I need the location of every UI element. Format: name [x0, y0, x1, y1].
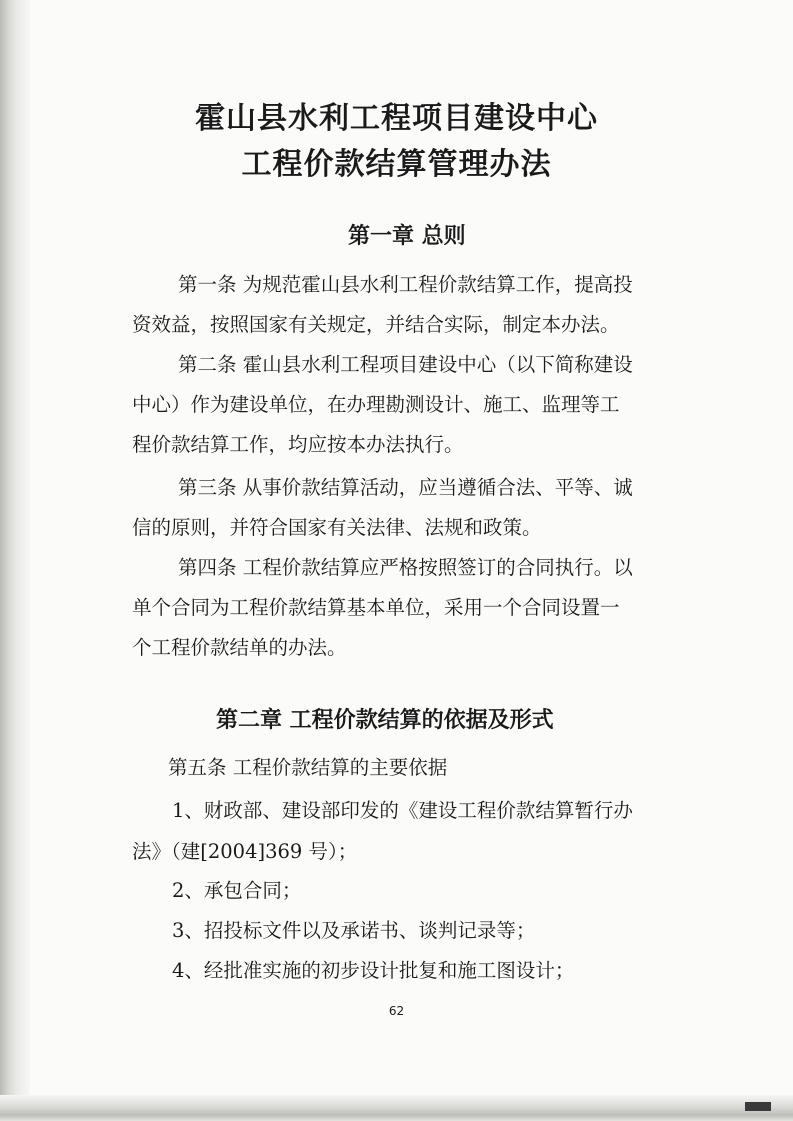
chapter-2-heading: 第二章 工程价款结算的依据及形式: [216, 708, 554, 733]
scan-corner-mark: [745, 1102, 771, 1111]
document-title-line-2: 工程价款结算管理办法: [241, 147, 552, 182]
article-1-line-2: 资效益，按照国家有关规定，并结合实际，制定本办法。: [132, 313, 620, 336]
article-1-line-1: 第一条 为规范霍山县水利工程价款结算工作，提高投: [178, 273, 633, 296]
page-number: 62: [388, 1004, 405, 1018]
document-title-line-1: 霍山县水利工程项目建设中心: [195, 101, 598, 136]
basis-item-2: 2、承包合同；: [172, 879, 302, 902]
chapter-1-heading: 第一章 总则: [348, 224, 466, 249]
article-4-line-3: 个工程价款结单的办法。: [132, 636, 347, 659]
basis-item-1-line-2: 法》（建[2004]369 号）；: [132, 840, 358, 863]
scan-bottom-edge: [0, 1095, 793, 1121]
article-2-line-2: 中心）作为建设单位，在办理勘测设计、施工、监理等工: [132, 393, 620, 416]
article-5-heading: 第五条 工程价款结算的主要依据: [168, 756, 448, 779]
article-3-line-1: 第三条 从事价款结算活动，应当遵循合法、平等、诚: [178, 476, 633, 499]
article-3-line-2: 信的原则，并符合国家有关法律、法规和政策。: [132, 516, 542, 539]
basis-item-4: 4、经批准实施的初步设计批复和施工图设计；: [172, 959, 575, 982]
article-2-line-3: 程价款结算工作，均应按本办法执行。: [132, 433, 464, 456]
article-4-line-2: 单个合同为工程价款结算基本单位，采用一个合同设置一: [132, 596, 620, 619]
basis-item-1-line-1: 1、财政部、建设部印发的《建设工程价款结算暂行办: [172, 799, 633, 822]
article-2-line-1: 第二条 霍山县水利工程项目建设中心（以下简称建设: [178, 353, 633, 376]
article-4-line-1: 第四条 工程价款结算应严格按照签订的合同执行。以: [178, 556, 633, 579]
basis-item-3: 3、招投标文件以及承诺书、谈判记录等；: [172, 919, 536, 942]
